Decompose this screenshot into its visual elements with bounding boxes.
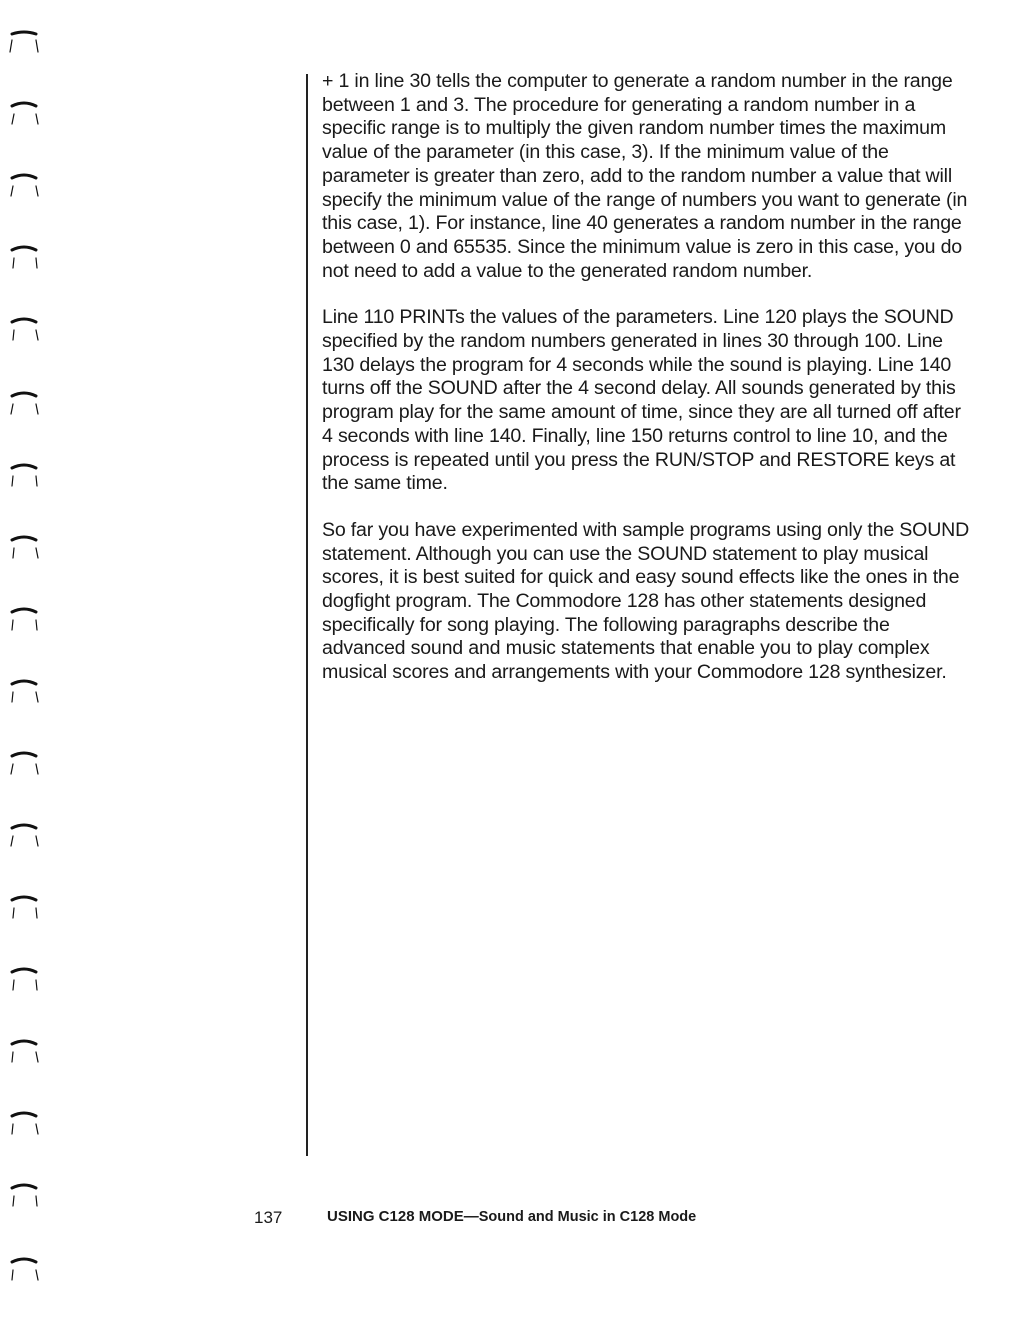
binding-ring [11, 393, 38, 414]
binding-ring [11, 753, 38, 774]
page-footer [0, 1208, 1034, 1238]
binding-ring [12, 247, 37, 268]
page-number: 137 [254, 1208, 283, 1227]
spiral-binding [0, 0, 70, 1320]
paragraph: Line 110 PRINTs the values of the parameters. Line 120 plays the SOUND specified by the random numbers generated in lines 30 through 100. Line 130 delays the program for 4 seconds while the sound is playing. Line 140 turns off the SOUND after the 4 second delay. All sounds generated by this program play for the same amount of time, since they are all turned off after 4 seconds with line 140. Finally, line 150 returns control to line 10, and the process is repeated until you press the RUN/STOP and RESTORE keys at the same time. [322, 306, 961, 495]
binding-ring [11, 175, 38, 196]
binding-ring [12, 609, 37, 630]
column-rule [306, 74, 308, 1156]
running-head [327, 1208, 696, 1225]
binding-ring [12, 969, 37, 990]
paragraph: So far you have experimented with sample programs using only the SOUND statement. Although you can use the SOUND statement to play musical scores, it is best suited for quick and easy sound effects like the ones in the dogfight program. The Commodore 128 has other statements designed specifically for song playing. The following paragraphs describe the advanced sound and music statements that enable you to play complex musical scores and arrangements with your Commodore 128 synthesizer. [322, 518, 970, 684]
binding-ring [10, 32, 38, 52]
binding-ring [12, 537, 38, 558]
paragraph: + 1 in line 30 tells the computer to generate a random number in the range between 1 and 3. The procedure for generating a random number in a specific range is to multiply the given random number times the maximum value of the parameter (in this case, 3). If the minimum value of the parameter is greater than zero, add to the random number a value that will specify the minimum value of the range of numbers you want to generate (in this case, 1). For instance, line 40 generates a random number in the range between 0 and 65535. Since the minimum value is zero in this case, you do not need to add a value to the generated random number. [322, 70, 968, 282]
body-text [322, 70, 972, 708]
running-head-section: USING C128 MODE— [327, 1208, 479, 1225]
binding-ring [12, 681, 38, 702]
binding-ring [12, 319, 38, 340]
binding-ring [12, 465, 37, 486]
running-head-chapter: Sound and Music in C128 Mode [478, 1209, 697, 1225]
binding-ring [12, 1113, 38, 1134]
binding-ring [12, 1259, 38, 1280]
binding-ring [11, 825, 38, 846]
binding-ring [12, 1041, 38, 1062]
binding-ring [12, 103, 38, 124]
binding-ring [12, 1185, 37, 1206]
binding-ring [12, 897, 37, 918]
